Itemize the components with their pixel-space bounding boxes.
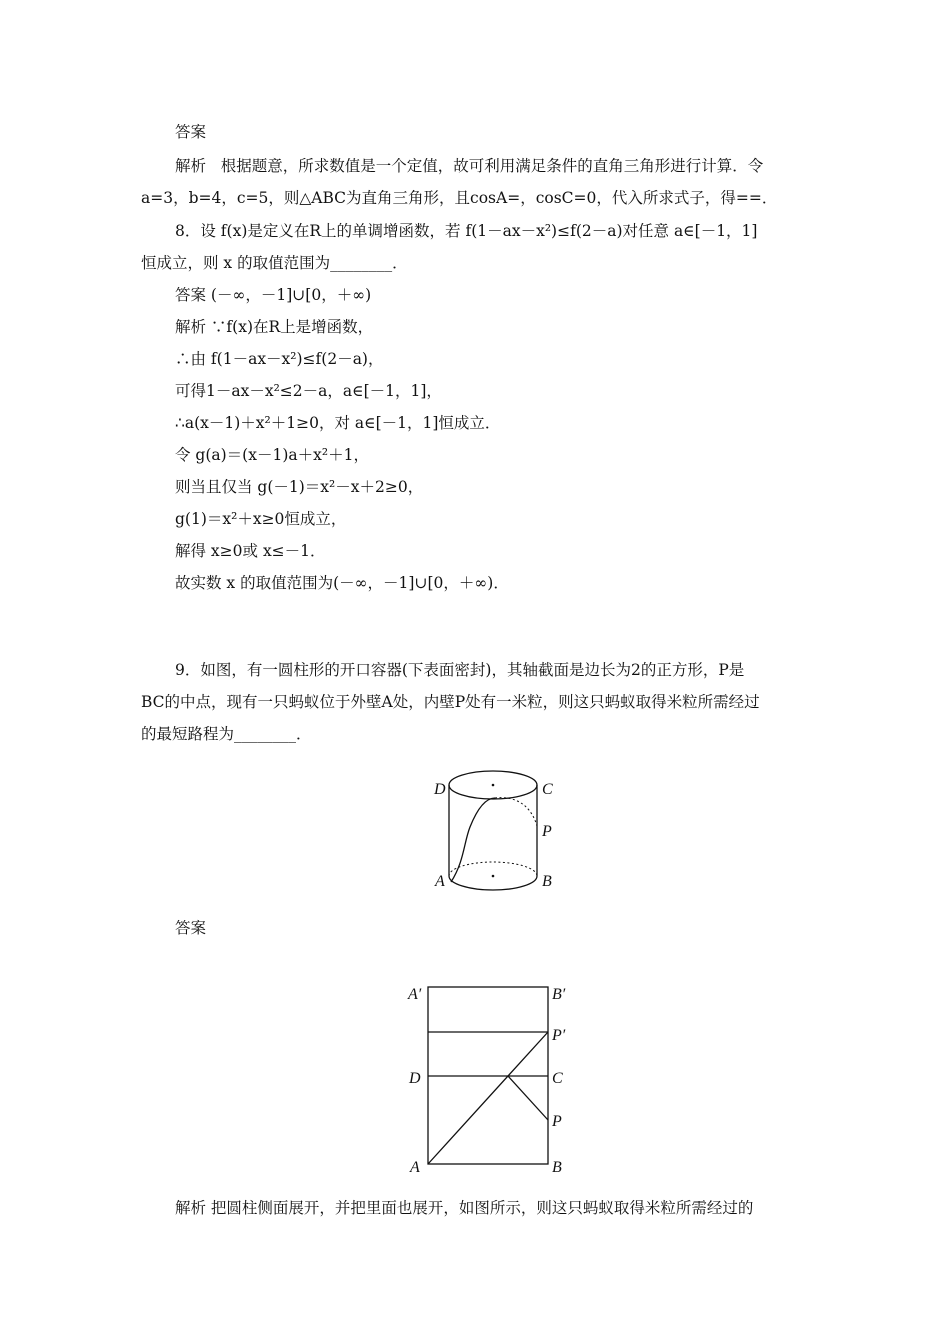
q8-analysis-line: 令 g(a)＝(x－1)a＋x²＋1， [175,446,369,464]
q8-analysis-line: ∴a(x－1)＋x²＋1≥0，对 a∈[－1，1]恒成立． [175,414,501,432]
bottom-center-dot [492,875,495,878]
label-P-prime: P′ [552,1027,566,1044]
label-A: A [435,873,445,890]
q7-analysis-label: 解析 [175,157,207,175]
q7-analysis-line-2: a=3，b=4，c=5，则△ABC为直角三角形，且cosA=，cosC=0，代入所求式子，得==． [141,189,778,207]
q8-analysis-line: 解析 ∵f(x)在R上是增函数， [175,318,374,336]
q8-analysis-line: 可得1－ax－x²≤2－a，a∈[－1，1]， [175,382,442,400]
cylinder-figure [420,762,570,897]
label-D: D [434,781,446,798]
q8-stem-line-1: 8．设 f(x)是定义在R上的单调增函数，若 f(1－ax－x²)≤f(2－a)对任意 a∈[－1，1] [175,222,758,240]
q9-stem-line-2: BC的中点，现有一只蚂蚁位于外壁A处，内壁P处有一米粒，则这只蚂蚁取得米粒所需经过 [141,693,760,711]
q8-analysis-line: ∴由 f(1－ax－x²)≤f(2－a)， [175,350,384,368]
q7-analysis-line-1 [175,156,763,176]
q9-answer-label: 答案 [175,919,207,937]
label-B2: B [552,1159,562,1175]
q9-stem-line-1: 9．如图，有一圆柱形的开口容器(下表面密封)，其轴截面是边长为2的正方形，P是 [175,661,745,679]
ant-path-inner [495,798,537,826]
label-C2: C [552,1070,563,1087]
q7-answer-label: 答案 [175,123,207,141]
label-B-prime: B′ [552,986,566,1003]
q8-stem-line-2: 恒成立，则 x 的取值范围为________． [141,254,408,272]
cylinder-bottom-back [449,862,537,876]
q8-analysis-line: 解得 x≥0或 x≤－1． [175,542,326,560]
line-A-P1 [428,1032,548,1164]
label-P: P [542,823,552,840]
unrolled-figure [400,980,590,1175]
q8-analysis-line: 故实数 x 的取值范围为(－∞，－1]∪[0，＋∞)． [175,574,509,592]
q8-answer: 答案 (－∞，－1]∪[0，＋∞) [175,286,372,304]
label-A2: A [410,1159,420,1175]
cylinder-bottom-front [449,876,537,890]
q9-analysis-line: 解析 把圆柱侧面展开，并把里面也展开，如图所示，则这只蚂蚁取得米粒所需经过的 [175,1199,754,1217]
label-D2: D [409,1070,421,1087]
label-B: B [542,873,552,890]
top-center-dot [492,784,495,787]
label-A-prime: A′ [408,986,422,1003]
line-to-P [508,1076,548,1120]
q8-analysis-line: g(1)＝x²＋x≥0恒成立， [175,510,347,528]
label-P2: P [552,1113,562,1130]
q9-stem-line-3: 的最短路程为________． [141,725,312,743]
q8-analysis-line: 则当且仅当 g(－1)＝x²－x＋2≥0， [175,478,424,496]
q7-analysis-text: 根据题意，所求数值是一个定值，故可利用满足条件的直角三角形进行计算．令 [220,157,764,175]
ant-path-outer [451,798,495,882]
label-C: C [542,781,553,798]
